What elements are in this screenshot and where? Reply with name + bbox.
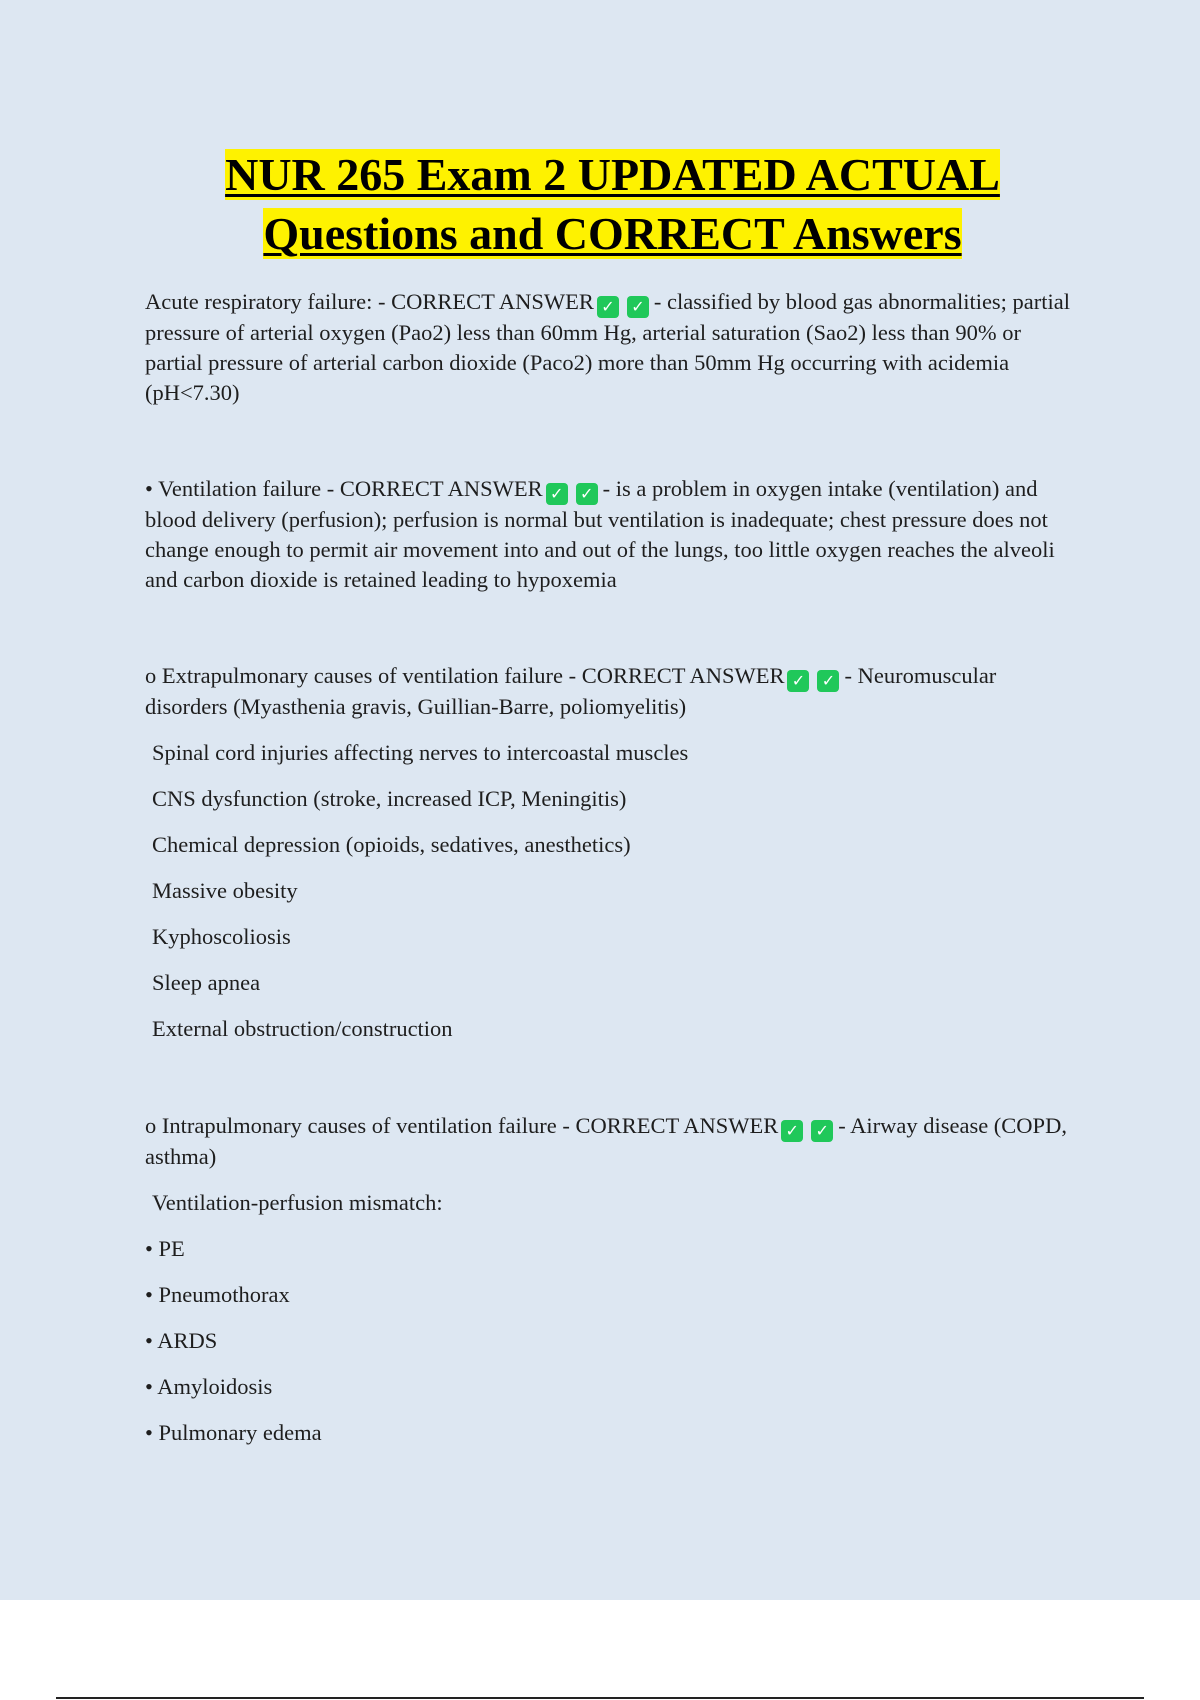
bullet-item: • Pneumothorax <box>145 1282 290 1307</box>
bullet-item: • PE <box>145 1236 185 1261</box>
question-term: • Ventilation failure - CORRECT ANSWER <box>145 476 543 501</box>
answer-text: - Neuromuscular disorders (Myasthenia gravis, Guillian-Barre, poliomyelitis) <box>145 663 997 719</box>
bullet-item: • ARDS <box>145 1328 218 1353</box>
question-term: o Intrapulmonary causes of ventilation failure - CORRECT ANSWER <box>145 1113 779 1138</box>
title-line-2: Questions and CORRECT Answers <box>263 208 962 259</box>
bullet-item: • Pulmonary edema <box>145 1420 322 1445</box>
list-item: Ventilation-perfusion mismatch: <box>152 1190 443 1215</box>
bullet-item: • Amyloidosis <box>145 1374 273 1399</box>
qa-item-extrapulmonary-causes <box>145 661 1080 722</box>
list-item: Chemical depression (opioids, sedatives, anesthetics) <box>152 832 631 857</box>
qa-item-intrapulmonary-causes <box>145 1111 1080 1172</box>
list-item: Sleep apnea <box>152 970 261 995</box>
qa-item-acute-respiratory-failure <box>145 287 1080 408</box>
list-item: Spinal cord injuries affecting nerves to intercoastal muscles <box>152 740 689 765</box>
check-mark-icon: ✓ <box>787 670 809 692</box>
question-term: Acute respiratory failure: - CORRECT ANSWER <box>145 289 594 314</box>
answer-text: - classified by blood gas abnormalities; partial pressure of arterial oxygen (Pao2) less than 60mm Hg, arterial saturation (Sao2) less than 90% or partial pressure of arterial carbon dioxide (Paco2) more than 50mm Hg occurring with acidemia (pH<7.30) <box>145 289 1071 405</box>
footer-divider <box>56 1697 1144 1699</box>
list-item: Massive obesity <box>152 878 298 903</box>
list-item: Kyphoscoliosis <box>152 924 291 949</box>
title-line-1: NUR 265 Exam 2 UPDATED ACTUAL <box>225 149 1000 200</box>
answer-text: - Airway disease (COPD, asthma) <box>145 1113 1067 1169</box>
check-mark-icon: ✓ <box>811 1120 833 1142</box>
check-mark-icon: ✓ <box>781 1120 803 1142</box>
document-title <box>145 145 1080 263</box>
check-mark-icon: ✓ <box>627 296 649 318</box>
list-item: External obstruction/construction <box>152 1016 453 1041</box>
check-mark-icon: ✓ <box>576 483 598 505</box>
list-item: CNS dysfunction (stroke, increased ICP, Meningitis) <box>152 786 627 811</box>
check-mark-icon: ✓ <box>597 296 619 318</box>
question-term: o Extrapulmonary causes of ventilation failure - CORRECT ANSWER <box>145 663 785 688</box>
qa-item-ventilation-failure <box>145 474 1080 595</box>
check-mark-icon: ✓ <box>817 670 839 692</box>
document-content <box>145 145 1080 1448</box>
answer-text: - is a problem in oxygen intake (ventilation) and blood delivery (perfusion); perfusion is normal but ventilation is inadequate; chest pressure does not change enough to permit air movement into and out of the lungs, too little oxygen reaches the alveoli and carbon dioxide is retained leading to hypoxemia <box>145 476 1055 592</box>
check-mark-icon: ✓ <box>546 483 568 505</box>
